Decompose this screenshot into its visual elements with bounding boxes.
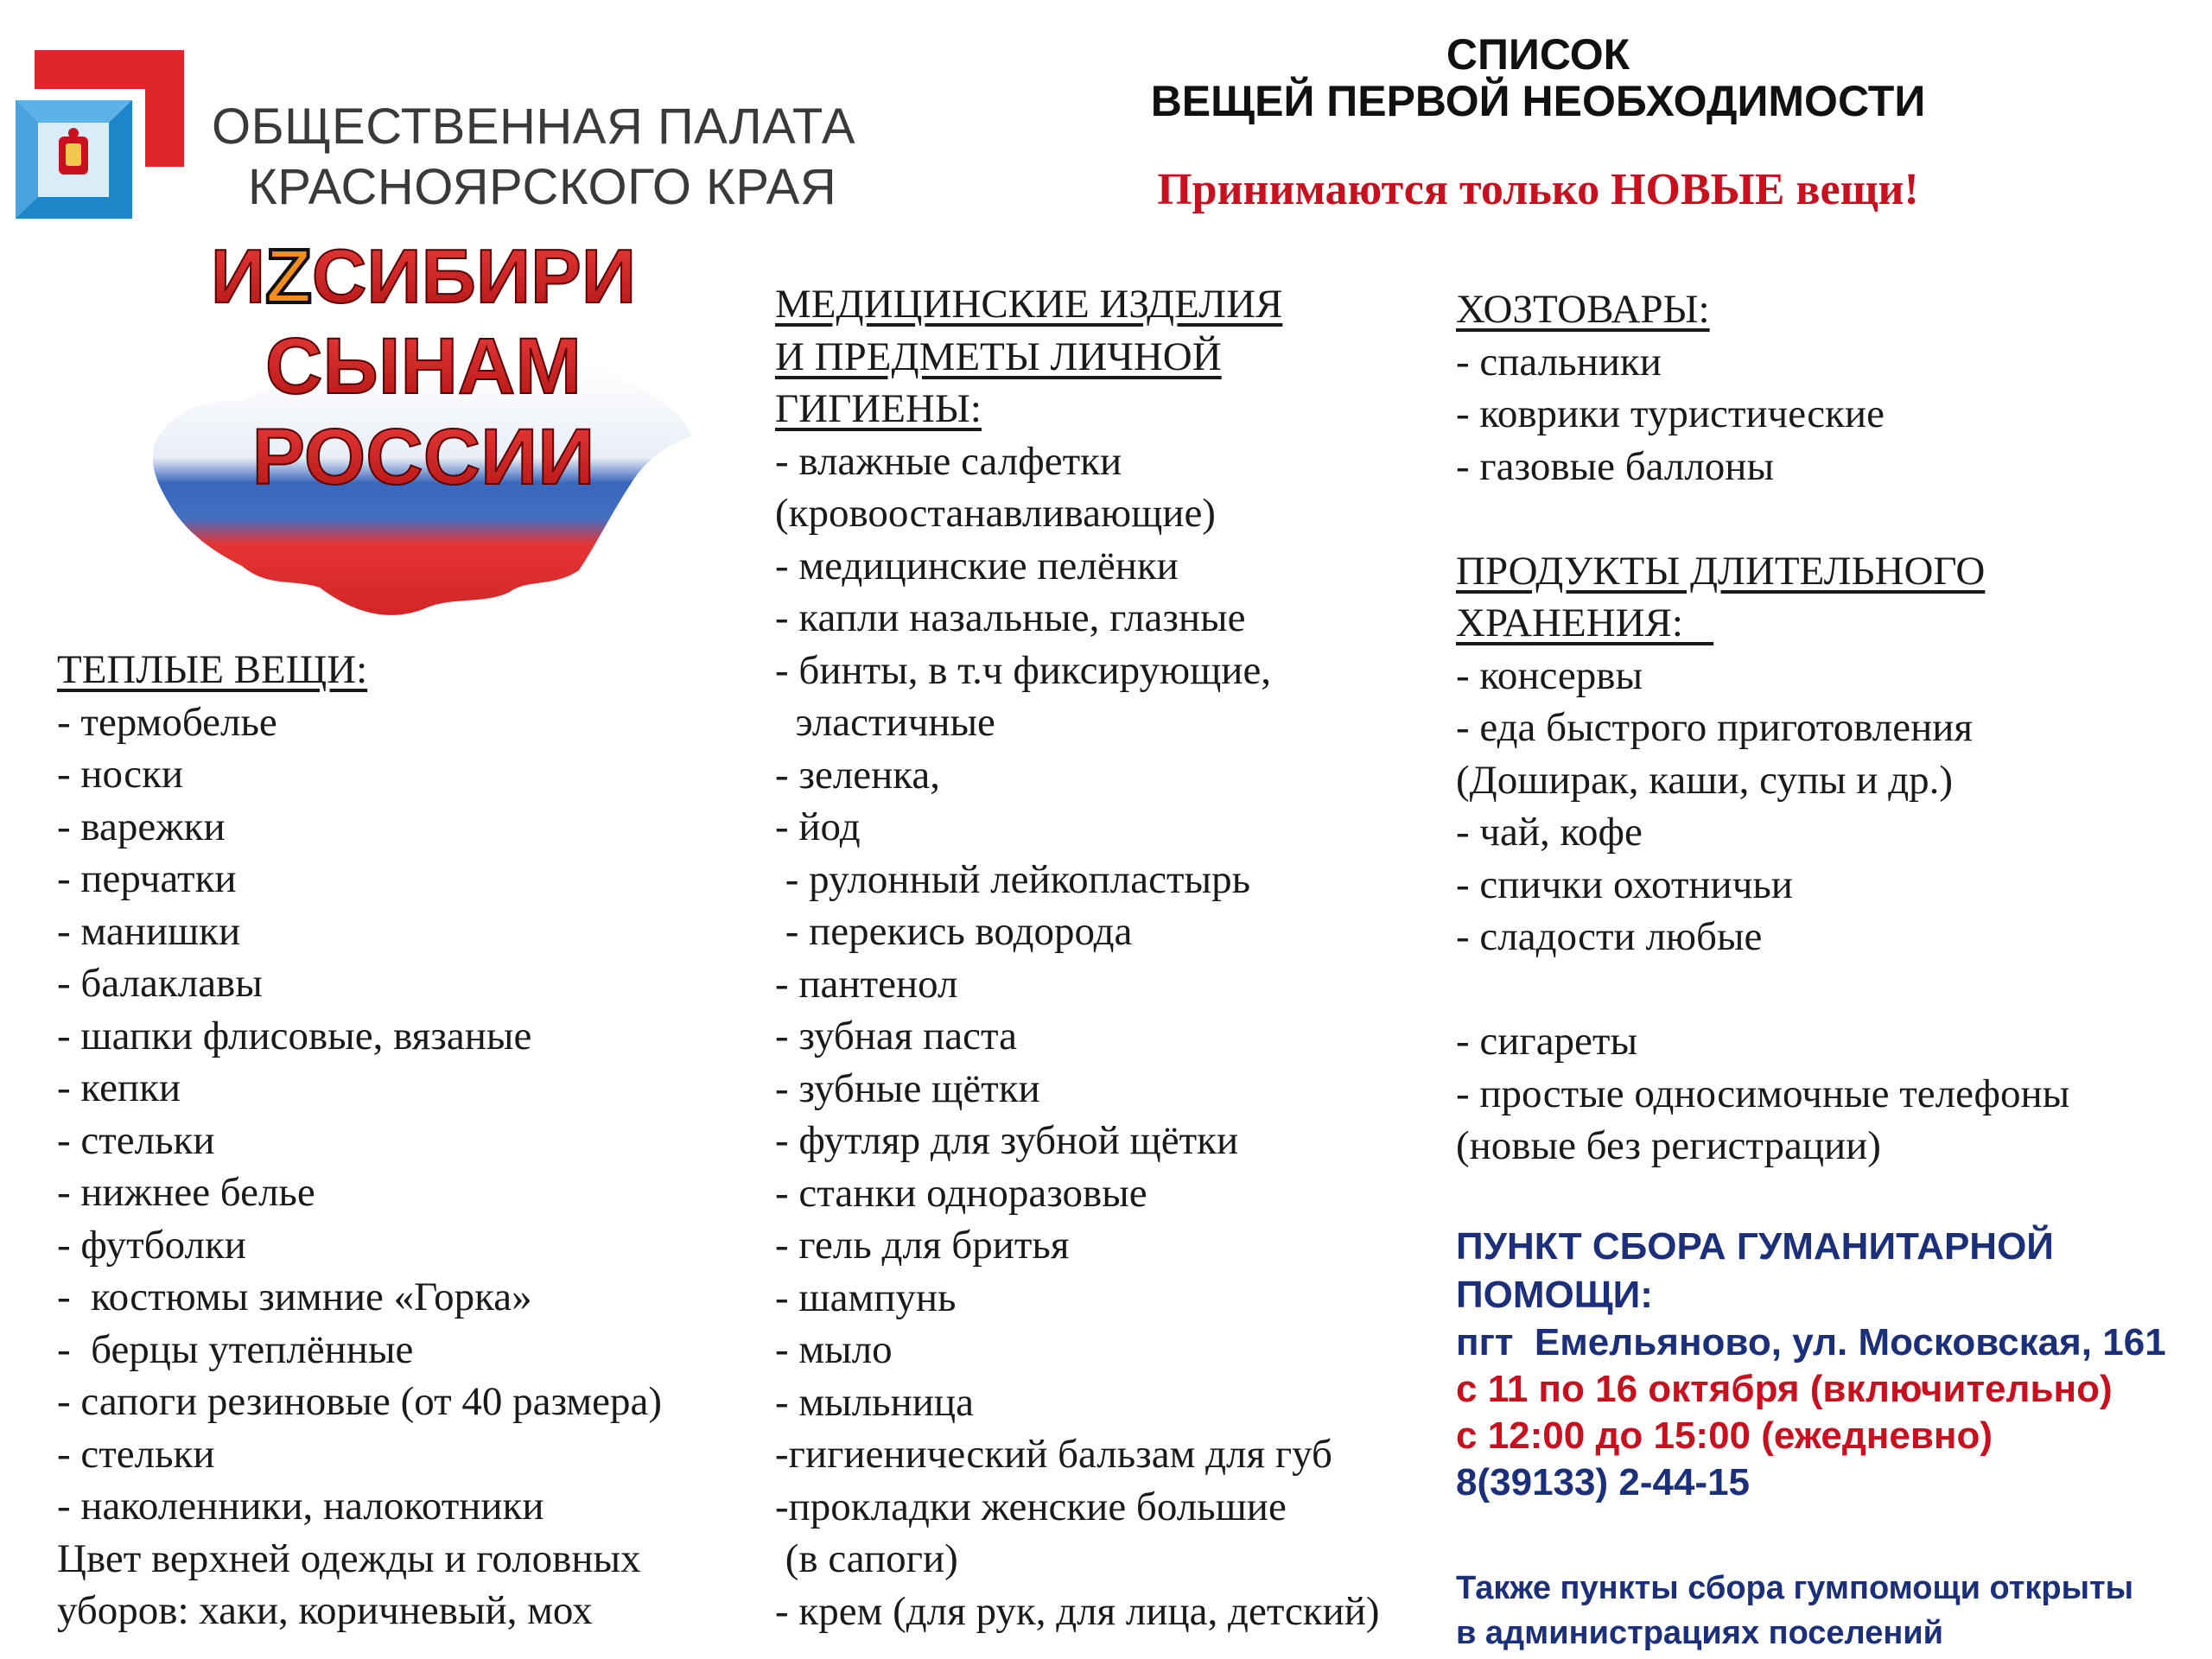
collection-title-line1: ПУНКТ СБОРА ГУМАНИТАРНОЙ: [1456, 1225, 2054, 1268]
warm-clothes-item: - берцы утеплённые: [57, 1326, 414, 1372]
food-title-line2: ХРАНЕНИЯ:: [1456, 601, 1714, 645]
food-list: [1456, 650, 2069, 963]
food-item: - сладости любые: [1456, 914, 1763, 959]
medical-list: [775, 435, 1380, 1638]
slogan-siberia: СИБИРИ: [311, 233, 637, 319]
warm-clothes-item: уборов: хаки, коричневый, мох: [57, 1588, 593, 1633]
chamber-name-line2: КРАСНОЯРСКОГО КРАЯ: [248, 159, 837, 215]
collection-phone: 8(39133) 2-44-15: [1456, 1461, 1751, 1503]
also-line1: Также пункты сбора гумпомощи открыты: [1456, 1570, 2134, 1606]
medical-item: - шампунь: [775, 1274, 957, 1320]
right-column: [1456, 283, 2069, 1173]
warm-clothes-item: Цвет верхней одежды и головных: [57, 1535, 641, 1581]
medical-item: - капли назальные, глазные: [775, 595, 1246, 640]
food-item: - консервы: [1456, 652, 1643, 698]
warm-clothes-list: [57, 696, 662, 1637]
collection-address: пгт Емельяново, ул. Московская, 161: [1456, 1321, 2166, 1363]
warm-clothes-item: - термобелье: [57, 699, 277, 745]
medical-item: - рулонный лейкопластырь: [775, 856, 1251, 902]
household-title: ХОЗТОВАРЫ:: [1456, 287, 1710, 332]
warm-clothes-item: - нижнее белье: [57, 1170, 315, 1215]
medical-item: - пантенол: [775, 961, 958, 1007]
slogan-z-letter: Z: [265, 233, 312, 319]
medical-item: - медицинские пелёнки: [775, 543, 1179, 588]
medical-item: - мыльница: [775, 1379, 974, 1425]
new-items-notice: Принимаются только НОВЫЕ вещи!: [1157, 165, 1919, 214]
also-line2: в администрациях поселений: [1456, 1615, 1944, 1651]
medical-item: - бинты, в т.ч фиксирующие,: [775, 647, 1272, 693]
warm-clothes-item: - костюмы зимние «Горка»: [57, 1274, 532, 1319]
slogan-sons: СЫНАМ: [264, 322, 582, 410]
warm-clothes-item: - носки: [57, 752, 184, 797]
chamber-logo-icon: [16, 50, 184, 219]
medical-item: - зубные щётки: [775, 1065, 1040, 1111]
warm-clothes-item: - наколенники, налокотники: [57, 1484, 544, 1529]
collection-point: [1456, 1223, 2166, 1506]
household-item: - коврики туристические: [1456, 391, 1885, 436]
food-title-line1: ПРОДУКТЫ ДЛИТЕЛЬНОГО: [1456, 548, 1986, 594]
food-item: (Доширак, каши, супы и др.): [1456, 757, 1954, 803]
slogan-prefix: И: [210, 233, 266, 319]
collection-dates: с 11 по 16 октября (включительно): [1456, 1368, 2113, 1410]
medical-item: -гигиенический бальзам для губ: [775, 1432, 1332, 1477]
title-line1: СПИСОК: [1446, 30, 1630, 79]
warm-clothes-item: - кепки: [57, 1065, 181, 1110]
chamber-name-line1: ОБЩЕСТВЕННАЯ ПАЛАТА: [212, 99, 856, 155]
warm-clothes-title: ТЕПЛЫЕ ВЕЩИ:: [57, 647, 368, 692]
warm-clothes-item: - манишки: [57, 908, 241, 954]
title-line2: ВЕЩЕЙ ПЕРВОЙ НЕОБХОДИМОСТИ: [1150, 77, 1926, 125]
medical-item: - йод: [775, 804, 861, 849]
medical-item: -прокладки женские большие: [775, 1484, 1287, 1529]
warm-clothes-item: - стельки: [57, 1431, 215, 1477]
medical-section: [775, 278, 1380, 1637]
other-list: [1456, 1015, 2069, 1173]
medical-item: - перекись водорода: [775, 909, 1133, 954]
medical-item: (в сапоги): [775, 1536, 958, 1581]
food-item: - спички охотничьи: [1456, 861, 1793, 907]
medical-title-line1: МЕДИЦИНСКИЕ ИЗДЕЛИЯ: [775, 282, 1283, 327]
medical-title-line2: И ПРЕДМЕТЫ ЛИЧНОЙ: [775, 334, 1222, 379]
medical-item: (кровоостанавливающие): [775, 491, 1216, 536]
slogan-russia: РОССИИ: [251, 413, 595, 501]
medical-item: - влажные салфетки: [775, 438, 1122, 484]
also-collection-note: [1456, 1566, 2133, 1656]
household-item: - спальники: [1456, 339, 1662, 385]
medical-item: - крем (для рук, для лица, детский): [775, 1588, 1380, 1634]
page-title: [1054, 31, 2022, 124]
household-list: [1456, 336, 2069, 493]
medical-item: - футляр для зубной щётки: [775, 1118, 1239, 1163]
chamber-name: [212, 97, 855, 218]
warm-clothes-item: - сапоги резиновые (от 40 размера): [57, 1379, 663, 1424]
warm-clothes-item: - футболки: [57, 1222, 246, 1268]
svg-text:ИZСИБИРИ: [211, 233, 636, 319]
warm-clothes-section: [57, 644, 662, 1637]
other-item: (новые без регистрации): [1456, 1123, 1881, 1168]
warm-clothes-item: - стельки: [57, 1117, 215, 1163]
medical-title-line3: ГИГИЕНЫ:: [775, 386, 982, 431]
food-item: - еда быстрого приготовления: [1456, 705, 1974, 750]
warm-clothes-item: - перчатки: [57, 856, 237, 901]
food-item: - чай, кофе: [1456, 810, 1643, 855]
collection-hours: с 12:00 до 15:00 (ежедневно): [1456, 1414, 1993, 1457]
collection-title-line2: ПОМОЩИ:: [1456, 1274, 1653, 1316]
medical-item: - станки одноразовые: [775, 1170, 1147, 1216]
warm-clothes-item: - балаклавы: [57, 961, 263, 1006]
medical-item: - зубная паста: [775, 1014, 1018, 1058]
other-item: - простые односимочные телефоны: [1456, 1071, 2070, 1116]
medical-item: - зеленка,: [775, 752, 941, 798]
medical-item: - гель для бритья: [775, 1223, 1070, 1268]
other-item: - сигареты: [1456, 1019, 1638, 1064]
medical-item: - мыло: [775, 1327, 893, 1372]
slogan-map-graphic: [147, 225, 700, 648]
warm-clothes-item: - варежки: [57, 804, 226, 849]
household-item: - газовые баллоны: [1456, 443, 1775, 489]
medical-item: эластичные: [775, 700, 995, 745]
warm-clothes-item: - шапки флисовые, вязаные: [57, 1013, 532, 1058]
